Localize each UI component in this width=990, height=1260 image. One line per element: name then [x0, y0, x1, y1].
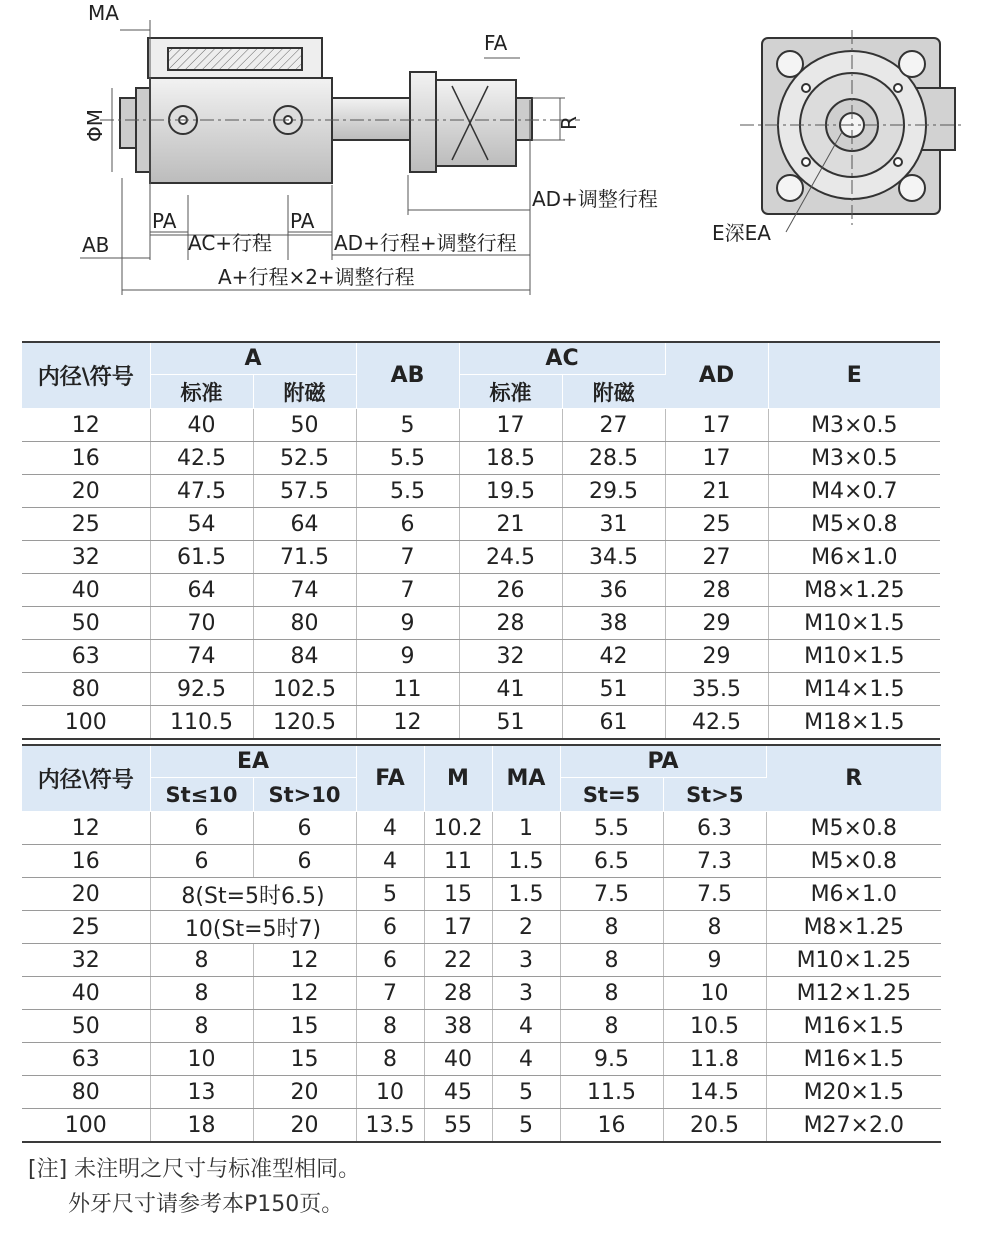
table-cell: 29 [665, 640, 768, 673]
table-cell: 28.5 [562, 442, 665, 475]
table-cell: 64 [253, 508, 356, 541]
table-cell: 70 [150, 607, 253, 640]
table-cell: 8 [150, 977, 253, 1010]
table-cell: 14.5 [663, 1076, 766, 1109]
table-cell: 9.5 [560, 1043, 663, 1076]
table-cell: 38 [424, 1010, 492, 1043]
table-cell: 1.5 [492, 878, 560, 911]
table-cell: 10 [356, 1076, 424, 1109]
table-cell: 5 [492, 1109, 560, 1143]
table-cell: 15 [253, 1043, 356, 1076]
table-cell: 6.3 [663, 812, 766, 845]
table-cell: 40 [22, 977, 150, 1010]
table-cell: 71.5 [253, 541, 356, 574]
table-cell: 31 [562, 508, 665, 541]
table-cell: M16×1.5 [766, 1043, 941, 1076]
table-cell: 13.5 [356, 1109, 424, 1143]
table-row [22, 977, 941, 1010]
table-cell: 17 [665, 409, 768, 442]
table-row [22, 845, 941, 878]
table-cell: 40 [22, 574, 150, 607]
table-cell: 6 [356, 508, 459, 541]
table-cell: 7 [356, 574, 459, 607]
table-cell: 12 [253, 977, 356, 1010]
table-row [22, 911, 941, 944]
label-pa-right: PA [290, 209, 315, 233]
col-bore-header: 内径\符号 [22, 745, 150, 812]
cylinder-end-view [762, 38, 955, 214]
table-cell: 11.8 [663, 1043, 766, 1076]
table-cell: 6 [356, 944, 424, 977]
table-cell: M20×1.5 [766, 1076, 941, 1109]
table-cell: 4 [492, 1010, 560, 1043]
col-fa-header: FA [356, 745, 424, 812]
label-phi-m: ΦM [83, 109, 107, 142]
table-cell: 27 [665, 541, 768, 574]
table-cell: 9 [356, 640, 459, 673]
table-cell: 102.5 [253, 673, 356, 706]
table-cell: M8×1.25 [766, 911, 941, 944]
table-cell: 12 [22, 409, 150, 442]
table-cell: 9 [663, 944, 766, 977]
table-cell: 5.5 [560, 812, 663, 845]
table-cell: M6×1.0 [768, 541, 940, 574]
label-ma: MA [88, 1, 119, 25]
table-cell: 20.5 [663, 1109, 766, 1143]
col-a-std-header: 标准 [150, 375, 253, 409]
table-cell: 17 [459, 409, 562, 442]
table-cell: 80 [22, 1076, 150, 1109]
table-cell: 41 [459, 673, 562, 706]
table-cell: 80 [253, 607, 356, 640]
table-cell: 42 [562, 640, 665, 673]
table-cell: 5 [356, 878, 424, 911]
table-cell: 32 [22, 541, 150, 574]
table-cell: 10.2 [424, 812, 492, 845]
table-cell: 50 [22, 607, 150, 640]
table-cell: 8 [356, 1043, 424, 1076]
table-cell: M10×1.5 [768, 607, 940, 640]
table-cell: 6 [253, 845, 356, 878]
table-cell: 20 [253, 1109, 356, 1143]
table-cell: 11 [424, 845, 492, 878]
table-cell: 57.5 [253, 475, 356, 508]
table-row [22, 409, 940, 442]
label-e-depth: E深EA [712, 221, 771, 245]
table-cell: 12 [22, 812, 150, 845]
col-a-header: A [150, 342, 356, 375]
col-ea-gt10-header: St>10 [253, 778, 356, 812]
col-ad-header: AD [665, 342, 768, 409]
table-cell: 4 [356, 812, 424, 845]
table-cell: 17 [424, 911, 492, 944]
table-cell: 7.5 [663, 878, 766, 911]
table-cell: 47.5 [150, 475, 253, 508]
table-cell: 120.5 [253, 706, 356, 740]
table-cell: 12 [253, 944, 356, 977]
col-a-mag-header: 附磁 [253, 375, 356, 409]
col-bore-header: 内径\符号 [22, 342, 150, 409]
table-cell: 6 [253, 812, 356, 845]
label-ac-stroke: AC+行程 [188, 231, 273, 255]
table-cell: 52.5 [253, 442, 356, 475]
col-ac-mag-header: 附磁 [562, 375, 665, 409]
table-cell: 36 [562, 574, 665, 607]
table-row [22, 541, 940, 574]
col-pa-eq5-header: St=5 [560, 778, 663, 812]
table-cell: 92.5 [150, 673, 253, 706]
table-cell: 3 [492, 977, 560, 1010]
table-cell: 9 [356, 607, 459, 640]
table-cell: M4×0.7 [768, 475, 940, 508]
col-r-header: R [766, 745, 941, 812]
label-a-total: A+行程×2+调整行程 [218, 265, 415, 289]
table-cell: 18.5 [459, 442, 562, 475]
table-cell: 26 [459, 574, 562, 607]
col-e-header: E [768, 342, 940, 409]
table-cell: 6 [150, 845, 253, 878]
table-cell: 24.5 [459, 541, 562, 574]
table-cell: 8 [150, 944, 253, 977]
table-cell: 16 [22, 845, 150, 878]
table-cell: 5 [492, 1076, 560, 1109]
table-cell: 21 [459, 508, 562, 541]
table-cell: 54 [150, 508, 253, 541]
table-cell: 64 [150, 574, 253, 607]
table-cell: M16×1.5 [766, 1010, 941, 1043]
table-cell: M6×1.0 [766, 878, 941, 911]
table-cell: 8 [663, 911, 766, 944]
table-cell: 8 [560, 944, 663, 977]
table-cell: 110.5 [150, 706, 253, 740]
table-cell: 3 [492, 944, 560, 977]
table-cell: M8×1.25 [768, 574, 940, 607]
table-row [22, 878, 941, 911]
table-row [22, 475, 940, 508]
table-cell: 5 [356, 409, 459, 442]
table-row [22, 508, 940, 541]
table-cell: 20 [253, 1076, 356, 1109]
table-row [22, 1076, 941, 1109]
table-cell: 16 [560, 1109, 663, 1143]
table-cell: 61.5 [150, 541, 253, 574]
col-m-header: M [424, 745, 492, 812]
table-cell: M18×1.5 [768, 706, 940, 740]
note-line-2: 外牙尺寸请参考本P150页。 [68, 1192, 344, 1217]
table-cell: 10(St=5时7) [150, 911, 356, 944]
table-cell: 8(St=5时6.5) [150, 878, 356, 911]
table-cell: 10 [663, 977, 766, 1010]
table-cell: 63 [22, 640, 150, 673]
table-cell: 42.5 [665, 706, 768, 740]
table-cell: 28 [424, 977, 492, 1010]
table-cell: 19.5 [459, 475, 562, 508]
table-cell: 16 [22, 442, 150, 475]
table-row [22, 1043, 941, 1076]
table-cell: 8 [150, 1010, 253, 1043]
table-cell: 13 [150, 1076, 253, 1109]
label-pa-left: PA [152, 209, 177, 233]
table-cell: 2 [492, 911, 560, 944]
table-row [22, 1010, 941, 1043]
table-cell: 8 [560, 1010, 663, 1043]
table-cell: 7.5 [560, 878, 663, 911]
col-ea-header: EA [150, 745, 356, 778]
table-cell: 55 [424, 1109, 492, 1143]
table-cell: 32 [459, 640, 562, 673]
table-cell: M14×1.5 [768, 673, 940, 706]
table-cell: M5×0.8 [766, 812, 941, 845]
table-cell: 8 [560, 911, 663, 944]
table-cell: 25 [665, 508, 768, 541]
col-ac-std-header: 标准 [459, 375, 562, 409]
table-cell: 6 [356, 911, 424, 944]
table-cell: 1 [492, 812, 560, 845]
table-cell: 84 [253, 640, 356, 673]
table-cell: 51 [562, 673, 665, 706]
table-cell: 10 [150, 1043, 253, 1076]
table-cell: 15 [253, 1010, 356, 1043]
table-cell: M3×0.5 [768, 442, 940, 475]
table-cell: 80 [22, 673, 150, 706]
table-row [22, 607, 940, 640]
table-cell: 100 [22, 706, 150, 740]
table-cell: 63 [22, 1043, 150, 1076]
table-cell: 7 [356, 977, 424, 1010]
table-cell: 29 [665, 607, 768, 640]
table-cell: M27×2.0 [766, 1109, 941, 1143]
col-pa-gt5-header: St>5 [663, 778, 766, 812]
table-cell: M10×1.25 [766, 944, 941, 977]
table-cell: M10×1.5 [768, 640, 940, 673]
label-ad-stroke-adjust: AD+行程+调整行程 [334, 231, 517, 255]
table-cell: 35.5 [665, 673, 768, 706]
table-cell: M12×1.25 [766, 977, 941, 1010]
table-cell: 25 [22, 508, 150, 541]
col-ac-header: AC [459, 342, 665, 375]
table-row [22, 442, 940, 475]
table-cell: 5.5 [356, 475, 459, 508]
table-cell: 61 [562, 706, 665, 740]
table-cell: M5×0.8 [768, 508, 940, 541]
table-cell: 20 [22, 475, 150, 508]
table-cell: 15 [424, 878, 492, 911]
table-cell: 100 [22, 1109, 150, 1143]
table-cell: 17 [665, 442, 768, 475]
table-cell: 74 [253, 574, 356, 607]
table-cell: 34.5 [562, 541, 665, 574]
table-row [22, 1109, 941, 1143]
table-cell: 29.5 [562, 475, 665, 508]
table-cell: 4 [492, 1043, 560, 1076]
label-ab: AB [82, 233, 110, 257]
table-cell: 40 [150, 409, 253, 442]
table-cell: 50 [22, 1010, 150, 1043]
table-cell: 50 [253, 409, 356, 442]
table-row [22, 812, 941, 845]
table-row [22, 640, 940, 673]
col-ea-le10-header: St≤10 [150, 778, 253, 812]
table-cell: 28 [665, 574, 768, 607]
table-cell: 21 [665, 475, 768, 508]
label-fa: FA [484, 31, 508, 55]
table-cell: 12 [356, 706, 459, 740]
col-pa-header: PA [560, 745, 766, 778]
table-cell: 20 [22, 878, 150, 911]
table-cell: 10.5 [663, 1010, 766, 1043]
table-row [22, 574, 940, 607]
label-ad-adjust: AD+调整行程 [532, 187, 658, 211]
spec-table-2 [22, 744, 941, 1143]
table-cell: 18 [150, 1109, 253, 1143]
col-ma-header: MA [492, 745, 560, 812]
table-cell: 27 [562, 409, 665, 442]
table-cell: M3×0.5 [768, 409, 940, 442]
table-cell: 8 [356, 1010, 424, 1043]
table-cell: M5×0.8 [766, 845, 941, 878]
table-row [22, 944, 941, 977]
table-cell: 11 [356, 673, 459, 706]
table-cell: 74 [150, 640, 253, 673]
table-cell: 32 [22, 944, 150, 977]
table-cell: 4 [356, 845, 424, 878]
table-cell: 6 [150, 812, 253, 845]
table-cell: 11.5 [560, 1076, 663, 1109]
cylinder-side-view [120, 38, 532, 183]
col-ab-header: AB [356, 342, 459, 409]
table-cell: 8 [560, 977, 663, 1010]
label-r: R [557, 116, 581, 130]
table-cell: 1.5 [492, 845, 560, 878]
table-row [22, 673, 940, 706]
table-cell: 6.5 [560, 845, 663, 878]
table-cell: 7.3 [663, 845, 766, 878]
table-cell: 38 [562, 607, 665, 640]
table-cell: 25 [22, 911, 150, 944]
table-cell: 28 [459, 607, 562, 640]
table-cell: 7 [356, 541, 459, 574]
table-cell: 22 [424, 944, 492, 977]
spec-table-1 [22, 341, 940, 740]
table-cell: 40 [424, 1043, 492, 1076]
table-cell: 42.5 [150, 442, 253, 475]
table-row [22, 706, 940, 740]
note-line-1: [注] 未注明之尺寸与标准型相同。 [28, 1157, 361, 1182]
table-cell: 5.5 [356, 442, 459, 475]
cylinder-dimension-drawing [0, 0, 990, 330]
table-cell: 51 [459, 706, 562, 740]
table-cell: 45 [424, 1076, 492, 1109]
